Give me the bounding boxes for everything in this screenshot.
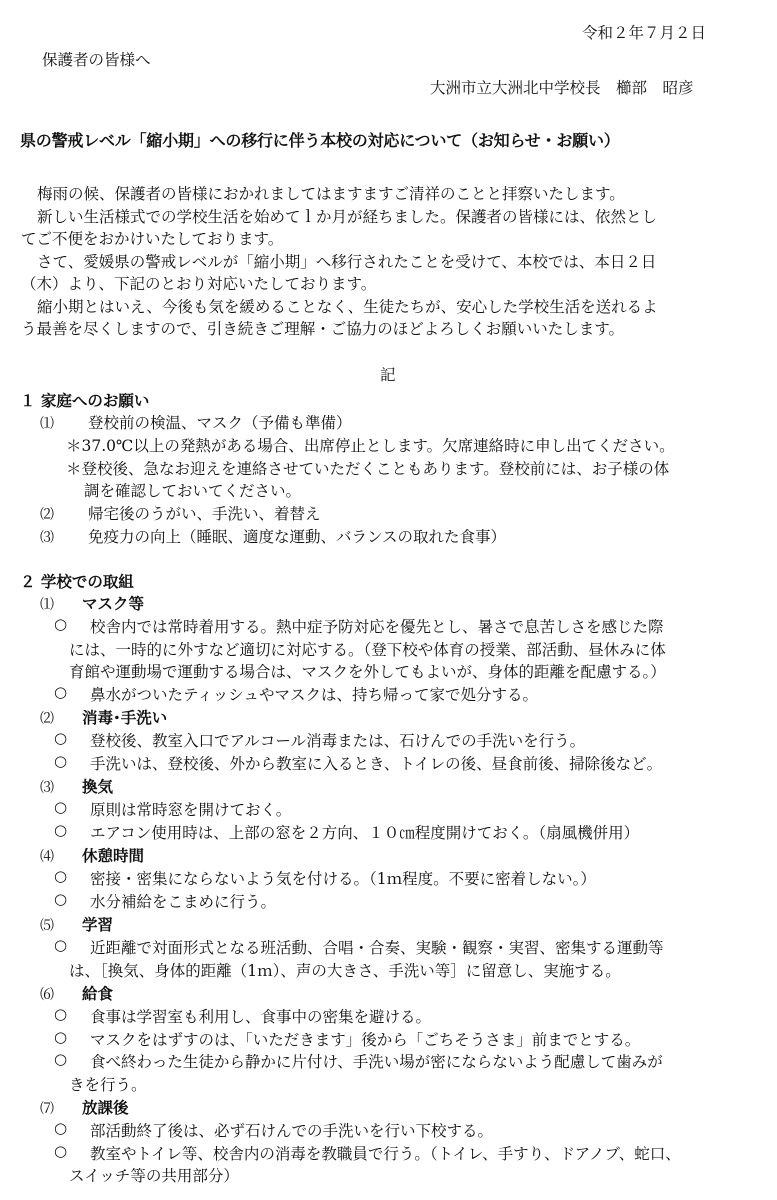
sub-number: ⑹ (40, 987, 54, 1003)
bullet-icon: ○ (54, 1050, 68, 1068)
note-line: 調を確認しておいてください。 (84, 482, 302, 500)
sub-number: ⑴ (40, 597, 54, 613)
sub-heading-after-school: 放課後 (82, 1099, 129, 1117)
sub-heading-ventilation: 換気 (82, 778, 114, 796)
intro-line: てご不便をおかけいたしております。 (21, 230, 284, 248)
bullet-icon: ○ (54, 798, 68, 816)
bullet-text: エアコン使用時は、上部の窓を２方向、１０㎝程度開けておく。（扇風機併用） (90, 824, 640, 842)
item-number: ⑴ (40, 416, 54, 432)
item-number: ⑵ (40, 507, 54, 523)
bullet-icon: ○ (54, 1119, 68, 1137)
bullet-text: 育館や運動場で運動する場合は、マスクを外してもよいが、身体的距離を配慮する。） (69, 663, 666, 681)
sub-heading-break-time: 休憩時間 (82, 847, 145, 865)
bullet-text: 登校後、教室入口でアルコール消毒または、石けんでの手洗いを行う。 (90, 732, 586, 750)
addressee: 保護者の皆様へ (42, 51, 151, 69)
bullet-icon: ○ (54, 683, 68, 701)
bullet-text: 近距離で対面形式となる班活動、合唱・合奏、実験・観察・実習、密集する運動等 (90, 939, 664, 957)
sub-heading-disinfection: 消毒･手洗い (82, 709, 168, 727)
bullet-icon: ○ (54, 752, 68, 770)
bullet-text: スイッチ等の共用部分） (69, 1167, 239, 1185)
item-text: 帰宅後のうがい、手洗い、着替え (88, 505, 321, 523)
bullet-text: 原則は常時窓を開けておく。 (90, 801, 292, 819)
bullet-text: マスクをはずすのは、「いただきます」後から「ごちそうさま」前までとする。 (90, 1031, 641, 1049)
bullet-icon: ○ (54, 615, 68, 633)
bullet-text: 食事は学習室も利用し、食事中の密集を避ける。 (90, 1008, 432, 1026)
sub-number: ⑵ (40, 711, 54, 727)
sub-number: ⑺ (40, 1101, 54, 1117)
bullet-text: 部活動終了後は、必ず石けんでの手洗いを行い下校する。 (90, 1122, 494, 1140)
intro-line: 縮小期とはいえ、今後も気を緩めることなく、生徒たちが、安心した学校生活を送れるよ (37, 298, 658, 316)
bullet-icon: ○ (54, 1005, 68, 1023)
bullet-text: 食べ終わった生徒から静かに片付け、手洗い場が密にならないよう配慮して歯みが (90, 1053, 663, 1071)
bullet-icon: ○ (54, 936, 68, 954)
bullet-icon: ○ (54, 729, 68, 747)
bullet-text: 水分補給をこまめに行う。 (90, 893, 277, 911)
bullet-icon: ○ (54, 1028, 68, 1046)
bullet-icon: ○ (54, 867, 68, 885)
document-title: 県の警戒レベル「縮小期」への移行に伴う本校の対応について（お知らせ・お願い） (20, 131, 620, 150)
bullet-text: 校舎内では常時着用する。熱中症予防対応を優先とし、暑さで息苦しさを感じた際 (90, 618, 664, 636)
bullet-icon: ○ (54, 821, 68, 839)
note-line: ＊登校後、急なお迎えを連絡させていただくこともあります。登校前には、お子様の体 (66, 460, 670, 478)
bullet-text: 密接・密集にならないよう気を付ける。（1ｍ程度。不要に密着しない。） (90, 870, 596, 888)
sub-number: ⑷ (40, 849, 54, 865)
item-text: 免疫力の向上（睡眠、適度な運動、バランスの取れた食事） (88, 528, 507, 546)
ki-mark: 記 (380, 366, 396, 384)
bullet-text: は、［換気、身体的距離（1ｍ）、声の大きさ、手洗い等］に留意し、実施する。 (69, 962, 621, 980)
intro-line: さて、愛媛県の警戒レベルが「縮小期」へ移行されたことを受けて、本校では、本日２日 (37, 253, 657, 271)
bullet-text: 教室やトイレ等、校舎内の消毒を教職員で行う。（トイレ、手すり、ドアノブ、蛇口、 (90, 1145, 681, 1163)
intro-line: 梅雨の候、保護者の皆様におかれましてはますますご清祥のことと拝察いたします。 (37, 185, 625, 203)
sub-number: ⑶ (40, 780, 54, 796)
intro-line: 新しい生活様式での学校生活を始めてｌか月が経ちました。保護者の皆様には、依然とし (37, 208, 658, 226)
bullet-text: 手洗いは、登校後、外から教室に入るとき、トイレの後、昼食前後、掃除後など。 (90, 755, 663, 773)
bullet-text: には、一時的に外すなど適切に対応する。（登下校や体育の授業、部活動、昼休みに体 (69, 641, 666, 659)
sub-number: ⑸ (40, 918, 54, 934)
sub-heading-lunch: 給食 (82, 985, 114, 1003)
intro-line: う最善を尽くしますので、引き続きご理解・ご協力のほどよろしくお願いいたします。 (21, 320, 624, 338)
section-2-heading: ２ 学校での取組 (20, 573, 134, 591)
sub-heading-learning: 学習 (82, 916, 114, 934)
sender: 大洲市立大洲北中学校長 櫛部 昭彦 (430, 79, 694, 97)
note-line: ＊37.0℃以上の発熱がある場合、出席停止とします。欠席連絡時に申し出てください。 (66, 437, 675, 455)
bullet-icon: ○ (54, 1142, 68, 1160)
bullet-icon: ○ (54, 890, 68, 908)
sub-heading-mask: マスク等 (82, 595, 145, 613)
intro-line: （木）より、下記のとおり対応いたしております。 (21, 275, 377, 293)
item-text: 登校前の検温、マスク（予備も準備） (88, 414, 352, 432)
date: 令和２年７月２日 (582, 24, 707, 42)
bullet-text: 鼻水がついたティッシュやマスクは、持ち帰って家で処分する。 (90, 686, 538, 704)
item-number: ⑶ (40, 530, 54, 546)
bullet-text: きを行う。 (69, 1076, 147, 1094)
section-1-heading: １ 家庭へのお願い (20, 392, 150, 410)
